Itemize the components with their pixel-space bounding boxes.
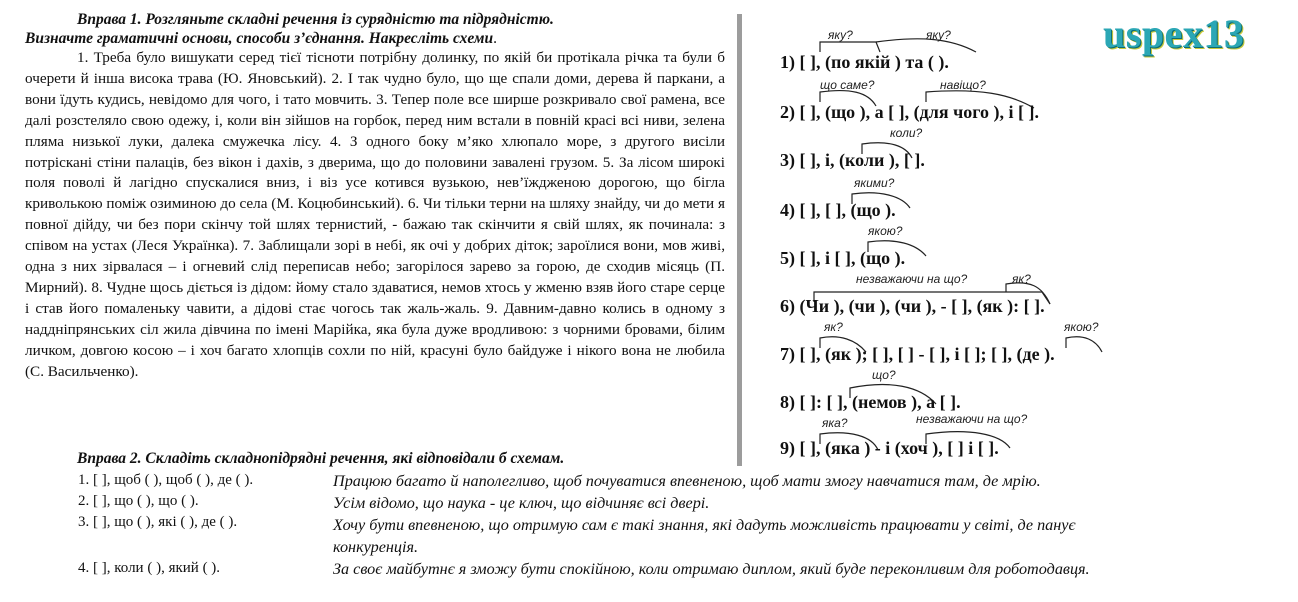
scheme-8-question-1: що? — [872, 368, 896, 382]
exercise-2-schemas — [78, 470, 253, 579]
exercise-1-title-dot: . — [493, 30, 498, 47]
exercise-1-sentences: 1. Треба було вишукати серед тієї тісноти потрібну долинку, по якій би протікала річка та були б очерети й інша висока трава (Ю. Яновський). 2. І так чудно було, що ще спали доми, дерева й паркани, а вони їдуть кудись, невідомо для чого, і тато мовчить. 3. Тепер поле все ширше розкривало свої рамена, все далі розстеляло свою одежу, і, коли він зійшов на горбок, перед ним встали в повній красі всі ниви, зелена пляма низької луки, далека смужечка лісу. 4. З одного боку м’яко хлюпало море, з другого висіли потрісканi стіни палаців, без вікон і дахів, з дверима, що до половини завалені грузом. 5. За лісом широкі поля поволі й лагідно спускалися вниз, і віз усе котився вузькою, нев’їждженою дорогою, що бігла криволькою поміж озиминою до села (М. Коцюбинський). 6. Чи тільки терни на шляху знайду, чи до мети я повної дійду, чи без пори скінчу той шлях тернистий, - бажаю так скінчити я свій шлях, як починала: з співом на устах (Леся Українка). 7. Заблищали зорі в небі, як очі у добрих діток; зароїлися вони, мов живі, одна з них зірвалася – і огневий слід переписав небо; загорілося зарево за горою, де сходив місяць (П. Мирний). 8. Чудне щось діється із дідом: йому стало здаватися, немов хтось у жменю взяв його старе серце і став його помаленьку чавити, а дідові стає чогось так жаль-жаль. 9. Давним-давно колись в одному з наддніпрянських сіл жила дівчина по імені Марійка, яка була дуже вродливою: з чорними бровами, білим личком, довгою косою – і хоч багато хлопців сохли по ній, красуні було байдуже і нікого вона не любила (С. Васильченко). — [25, 49, 725, 380]
scheme-6-question-2: як? — [1012, 272, 1031, 286]
exercise-1-title-line1: Вправа 1. Розгляньте складні речення із сурядністю та підрядністю. — [77, 11, 554, 28]
scheme-9: 9) [ ], (яка ) - і (хоч ), [ ] і [ ]. — [780, 438, 999, 458]
answer-4: За своє майбутнє я зможу бути спокійною, коли отримаю диплом, який буде переконливим для роботодавця. — [333, 560, 1090, 578]
exercise-1-title-line2: Визначте граматичні основи, способи з’єднання. Накресліть схеми — [25, 30, 494, 47]
scheme-5-question-1: якою? — [868, 224, 903, 238]
scheme-3-question-1: коли? — [890, 126, 923, 140]
exercise-2-title: Вправа 2. Складіть складнопідрядні речення, які відповідали б схемам. — [77, 450, 565, 467]
answer-3-continued: конкуренція. — [333, 538, 419, 556]
site-logo: uspex13 — [1103, 11, 1245, 56]
scheme-3: 3) [ ], і, (коли ), [ ]. — [780, 150, 925, 170]
scheme-1-question-2: яку? — [926, 28, 951, 42]
scheme-7-question-2: якою? — [1064, 320, 1099, 334]
schema-item-2: 2. [ ], що ( ), що ( ). — [78, 493, 199, 509]
schema-item-4: 4. [ ], коли ( ), який ( ). — [78, 560, 221, 576]
scheme-2: 2) [ ], (що ), а [ ], (для чого ), і [ ]. — [780, 102, 1039, 122]
scheme-1: 1) [ ], (по якій ) та ( ). — [780, 52, 949, 72]
scheme-8: 8) [ ]: [ ], (немов ), а [ ]. — [780, 392, 961, 412]
schema-gap — [78, 533, 253, 558]
exercise-2-answers — [333, 470, 1233, 580]
schema-item-3: 3. [ ], що ( ), які ( ), де ( ). — [78, 514, 238, 530]
scheme-9-question-2: незважаючи на що? — [916, 412, 1028, 426]
scheme-6-question-1: незважаючи на що? — [856, 272, 968, 286]
scheme-2-question-2: навіщо? — [940, 78, 986, 92]
answer-1: Працюю багато й наполегливо, щоб почуватися впевненою, щоб мати змогу навчатися там, де мрію. — [333, 472, 1041, 490]
scheme-5: 5) [ ], і [ ], (що ). — [780, 248, 906, 268]
scheme-4-question-1: якими? — [854, 176, 895, 190]
scheme-6: 6) (Чи ), (чи ), (чи ), - [ ], (як ): [ ]. — [780, 296, 1045, 316]
schema-item-1: 1. [ ], щоб ( ), щоб ( ), де ( ). — [78, 472, 254, 488]
answer-2: Усім відомо, що наука - це ключ, що відчиняє всі двері. — [333, 494, 710, 512]
exercise-1-text — [25, 48, 725, 383]
scheme-4: 4) [ ], [ ], (що ). — [780, 200, 896, 220]
exercise-1-title — [25, 10, 725, 48]
exercise-1 — [25, 10, 725, 383]
scheme-1-question-1: яку? — [828, 28, 853, 42]
scheme-7-question-1: як? — [824, 320, 843, 334]
scheme-9-question-1: яка? — [822, 416, 848, 430]
scheme-7: 7) [ ], (як ); [ ], [ ] - [ ], і [ ]; [ ], (де ). — [780, 344, 1055, 364]
scheme-2-question-1: що саме? — [820, 78, 875, 92]
answer-3: Хочу бути впевненою, що отримую сам є такі знання, які дадуть можливість працювати у світі, де панує — [333, 516, 1076, 534]
column-divider — [737, 14, 742, 466]
